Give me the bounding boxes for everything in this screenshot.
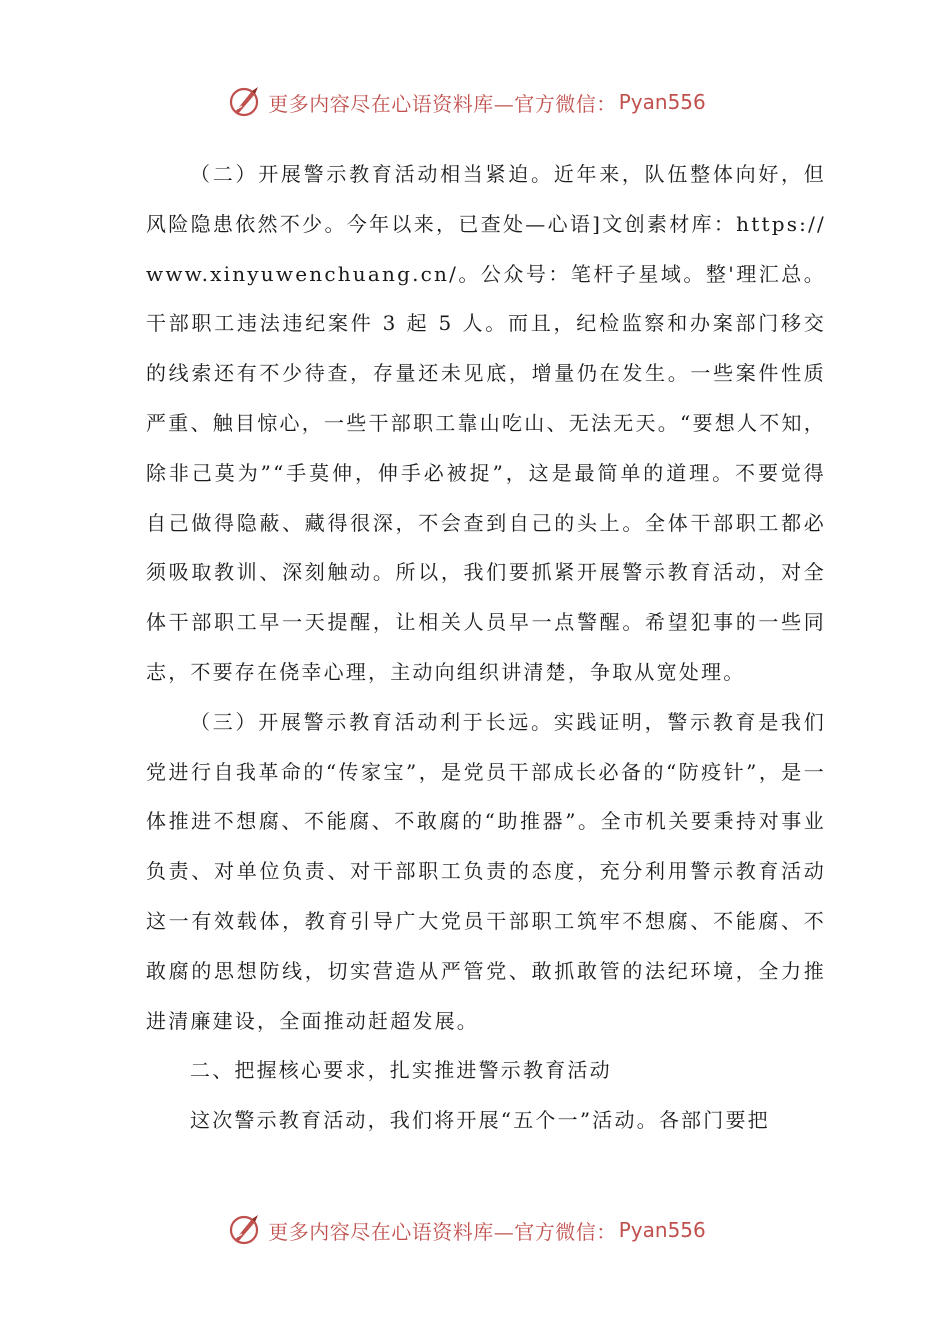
quill-pen-logo-icon: [228, 85, 262, 119]
document-body: [146, 150, 826, 1146]
watermark-text: 更多内容尽在心语资料库—官方微信：: [268, 1219, 617, 1244]
section-heading: 二、把握核心要求，扎实推进警示教育活动: [190, 1058, 612, 1083]
quill-pen-logo-icon: [228, 1213, 262, 1247]
watermark-wechat-handle: Pyan556: [618, 90, 706, 114]
footer-watermark-banner: [0, 1210, 950, 1250]
header-watermark-banner: [0, 82, 950, 122]
paragraph-continuation: 这次警示教育活动，我们将开展“五个一”活动。各部门要把: [190, 1108, 770, 1133]
paragraph-section-3: （三）开展警示教育活动利于长远。实践证明，警示教育是我们党进行自我革命的“传家宝”，是党员干部成长必备的“防疫针”，是一体推进不想腐、不能腐、不敢腐的“助推器”。全市机关要秉持对事业负责、对单位负责、对干部职工负责的态度，充分利用警示教育活动这一有效载体，教育引导广大党员干部职工筑牢不想腐、不能腐、不敢腐的思想防线，切实营造从严管党、敢抓敢管的法纪环境，全力推进清廉建设，全面推动赶超发展。: [146, 709, 826, 1033]
watermark-text: 更多内容尽在心语资料库—官方微信：: [268, 91, 617, 116]
watermark-wechat-handle: Pyan556: [618, 1218, 706, 1242]
paragraph-section-2: （二）开展警示教育活动相当紧迫。近年来，队伍整体向好，但风险隐患依然不少。今年以来，已查处—心语]文创素材库：https://www.xinyuwenchuang.cn/。公众号：笔杆子星域。整'理汇总。干部职工违法违纪案件 3 起 5 人。而且，纪检监察和办案部门移交的线索还有不少待查，存量还未见底，增量仍在发生。一些案件性质严重、触目惊心，一些干部职工靠山吃山、无法无天。“要想人不知，除非己莫为”“手莫伸，伸手必被捉”，这是最简单的道理。不要觉得自己做得隐蔽、藏得很深，不会查到自己的头上。全体干部职工都必须吸取教训、深刻触动。所以，我们要抓紧开展警示教育活动，对全体干部职工早一天提醒，让相关人员早一点警醒。希望犯事的一些同志，不要存在侥幸心理，主动向组织讲清楚，争取从宽处理。: [146, 162, 826, 684]
